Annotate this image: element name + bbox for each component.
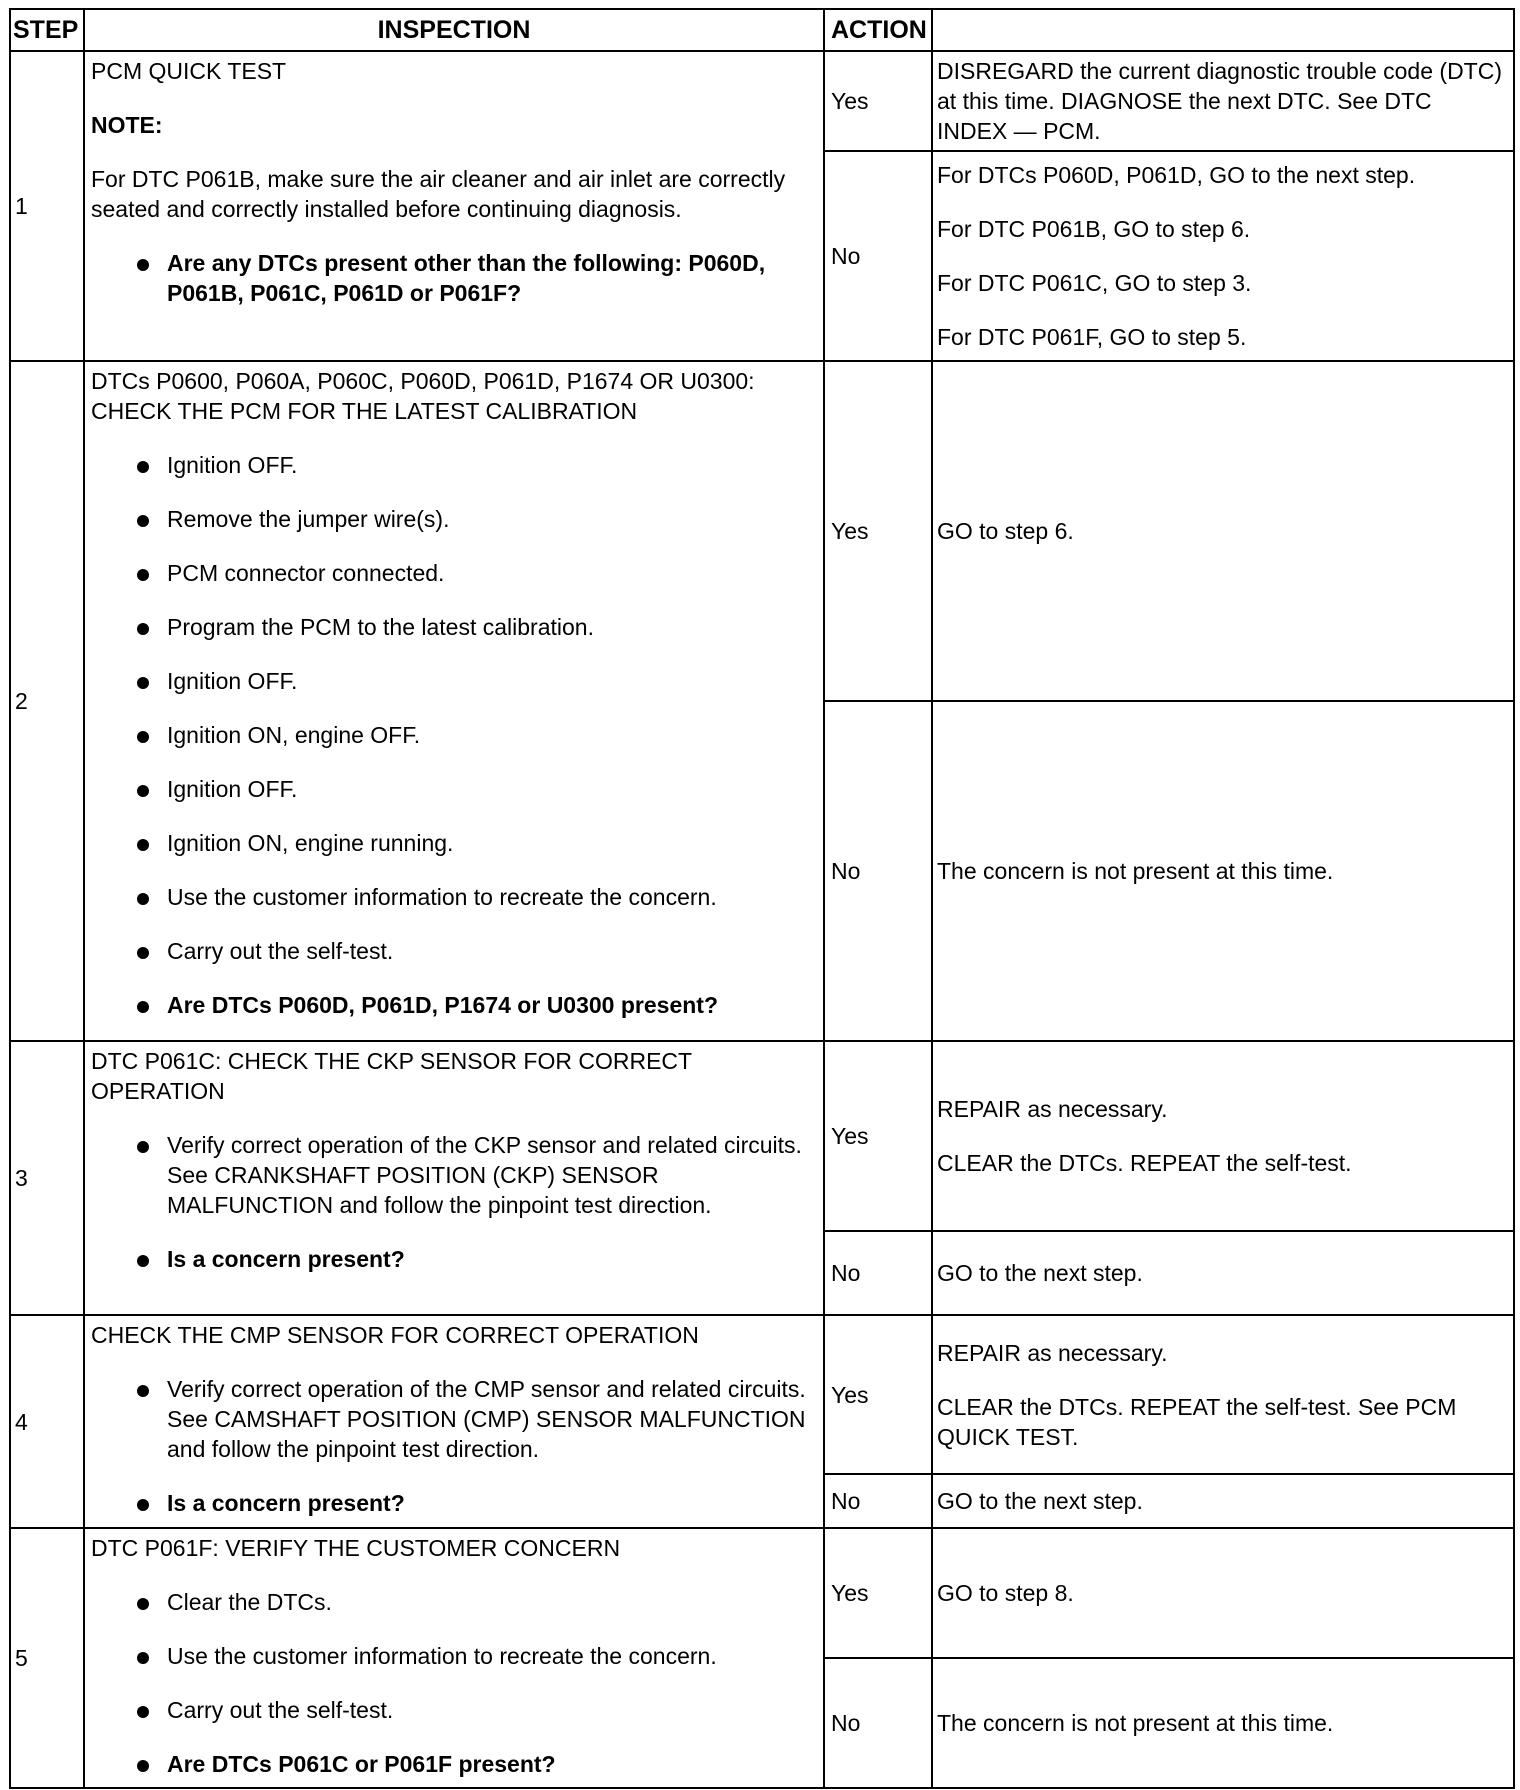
step-5-yes-row — [10, 1528, 1514, 1658]
bullet-item: Remove the jumper wire(s). — [91, 504, 817, 534]
bullet-item: Ignition OFF. — [91, 666, 817, 696]
action-line: GO to the next step. — [937, 1260, 1143, 1286]
step-3 — [10, 1041, 1514, 1315]
bullet-list — [91, 450, 817, 1020]
bullet-item: Verify correct operation of the CKP sensor and related circuits. See CRANKSHAFT POSITION (CKP) SENSOR MALFUNCTION and follow the pinpoint test direction. — [91, 1130, 817, 1220]
step-number: 3 — [10, 1041, 84, 1315]
diagnostic-table — [9, 8, 1515, 1789]
bullet-question: Are DTCs P060D, P061D, P1674 or U0300 present? — [91, 990, 817, 1020]
yes-label: Yes — [824, 51, 932, 151]
step-3-yes-row — [10, 1041, 1514, 1231]
bullet-question: Is a concern present? — [91, 1244, 817, 1274]
yes-label: Yes — [824, 1041, 932, 1231]
no-label: No — [824, 1474, 932, 1528]
action-line: The concern is not present at this time. — [937, 858, 1334, 884]
bullet-item: PCM connector connected. — [91, 558, 817, 588]
step-number: 4 — [10, 1315, 84, 1528]
bullet-item: Carry out the self-test. — [91, 936, 817, 966]
step-title: PCM QUICK TEST — [91, 58, 287, 84]
action-line: GO to the next step. — [937, 1488, 1143, 1514]
no-action — [932, 1474, 1514, 1528]
action-line: GO to step 6. — [937, 518, 1074, 544]
bullet-item: Ignition OFF. — [91, 774, 817, 804]
bullet-question: Is a concern present? — [91, 1488, 817, 1518]
step-number: 1 — [10, 51, 84, 361]
note-text: For DTC P061B, make sure the air cleaner and air inlet are correctly seated and correctly installed before continuing diagnosis. — [91, 166, 786, 222]
no-action — [932, 1658, 1514, 1788]
step-title: DTCs P0600, P060A, P060C, P060D, P061D, P1674 OR U0300: CHECK THE PCM FOR THE LATEST CALIBRATION — [91, 368, 755, 424]
step-2-yes-row — [10, 361, 1514, 701]
step-number: 5 — [10, 1528, 84, 1788]
bullet-item: Ignition ON, engine running. — [91, 828, 817, 858]
action-line: REPAIR as necessary. — [937, 1339, 1168, 1366]
action-line: CLEAR the DTCs. REPEAT the self-test. — [937, 1150, 1352, 1176]
header-action: ACTION — [824, 9, 932, 51]
action-line: For DTCs P060D, P061D, GO to the next step. — [937, 162, 1416, 188]
step-1-yes-row — [10, 51, 1514, 151]
bullet-item: Carry out the self-test. — [91, 1695, 817, 1725]
diagnostic-sheet — [9, 8, 1515, 1789]
inspection-cell — [84, 1041, 824, 1315]
bullet-list — [91, 1587, 817, 1779]
yes-action — [932, 1528, 1514, 1658]
bullet-item: Ignition ON, engine OFF. — [91, 720, 817, 750]
bullet-item: Ignition OFF. — [91, 450, 817, 480]
no-label: No — [824, 1658, 932, 1788]
inspection-cell — [84, 51, 824, 361]
action-line: DISREGARD the current diagnostic trouble code (DTC) at this time. DIAGNOSE the next DTC. See DTC INDEX — PCM. — [937, 58, 1502, 144]
header-row — [10, 9, 1514, 51]
yes-action — [932, 1315, 1514, 1474]
action-line: For DTC P061B, GO to step 6. — [937, 216, 1251, 242]
action-line: For DTC P061C, GO to step 3. — [937, 270, 1252, 296]
action-line: For DTC P061F, GO to step 5. — [937, 324, 1247, 350]
bullet-item: Program the PCM to the latest calibration. — [91, 612, 817, 642]
step-title: CHECK THE CMP SENSOR FOR CORRECT OPERATION — [91, 1322, 699, 1348]
bullet-question: Are DTCs P061C or P061F present? — [91, 1749, 817, 1779]
note-label: NOTE: — [91, 112, 163, 138]
yes-label: Yes — [824, 1315, 932, 1474]
yes-action — [932, 361, 1514, 701]
bullet-item: Use the customer information to recreate the concern. — [91, 882, 817, 912]
inspection-cell — [84, 361, 824, 1041]
yes-label: Yes — [824, 361, 932, 701]
inspection-cell — [84, 1528, 824, 1788]
bullet-item: Verify correct operation of the CMP sensor and related circuits. See CAMSHAFT POSITION (CMP) SENSOR MALFUNCTION and follow the pinpoint test direction. — [91, 1374, 817, 1464]
yes-label: Yes — [824, 1528, 932, 1658]
no-action — [932, 1231, 1514, 1315]
bullet-item: Use the customer information to recreate the concern. — [91, 1641, 817, 1671]
step-1 — [10, 51, 1514, 361]
action-line: CLEAR the DTCs. REPEAT the self-test. See PCM QUICK TEST. — [937, 1393, 1457, 1450]
yes-action — [932, 1041, 1514, 1231]
bullet-list — [91, 248, 817, 308]
bullet-item: Clear the DTCs. — [91, 1587, 817, 1617]
step-4-yes-row — [10, 1315, 1514, 1474]
bullet-list — [91, 1374, 817, 1518]
step-number: 2 — [10, 361, 84, 1041]
yes-action — [932, 51, 1514, 151]
action-line: GO to step 8. — [937, 1580, 1074, 1606]
action-line: REPAIR as necessary. — [937, 1096, 1168, 1122]
header-action-detail — [932, 9, 1514, 51]
step-4 — [10, 1315, 1514, 1528]
header-inspection: INSPECTION — [84, 9, 824, 51]
inspection-cell — [84, 1315, 824, 1528]
action-line: The concern is not present at this time. — [937, 1710, 1334, 1736]
step-5 — [10, 1528, 1514, 1788]
no-label: No — [824, 1231, 932, 1315]
bullet-question: Are any DTCs present other than the following: P060D, P061B, P061C, P061D or P061F? — [91, 248, 817, 308]
header-step: STEP — [10, 9, 84, 51]
no-label: No — [824, 151, 932, 361]
step-title: DTC P061F: VERIFY THE CUSTOMER CONCERN — [91, 1535, 621, 1561]
step-2 — [10, 361, 1514, 1041]
bullet-list — [91, 1130, 817, 1274]
no-action — [932, 151, 1514, 361]
step-title: DTC P061C: CHECK THE CKP SENSOR FOR CORRECT OPERATION — [91, 1048, 692, 1104]
no-label: No — [824, 701, 932, 1041]
no-action — [932, 701, 1514, 1041]
